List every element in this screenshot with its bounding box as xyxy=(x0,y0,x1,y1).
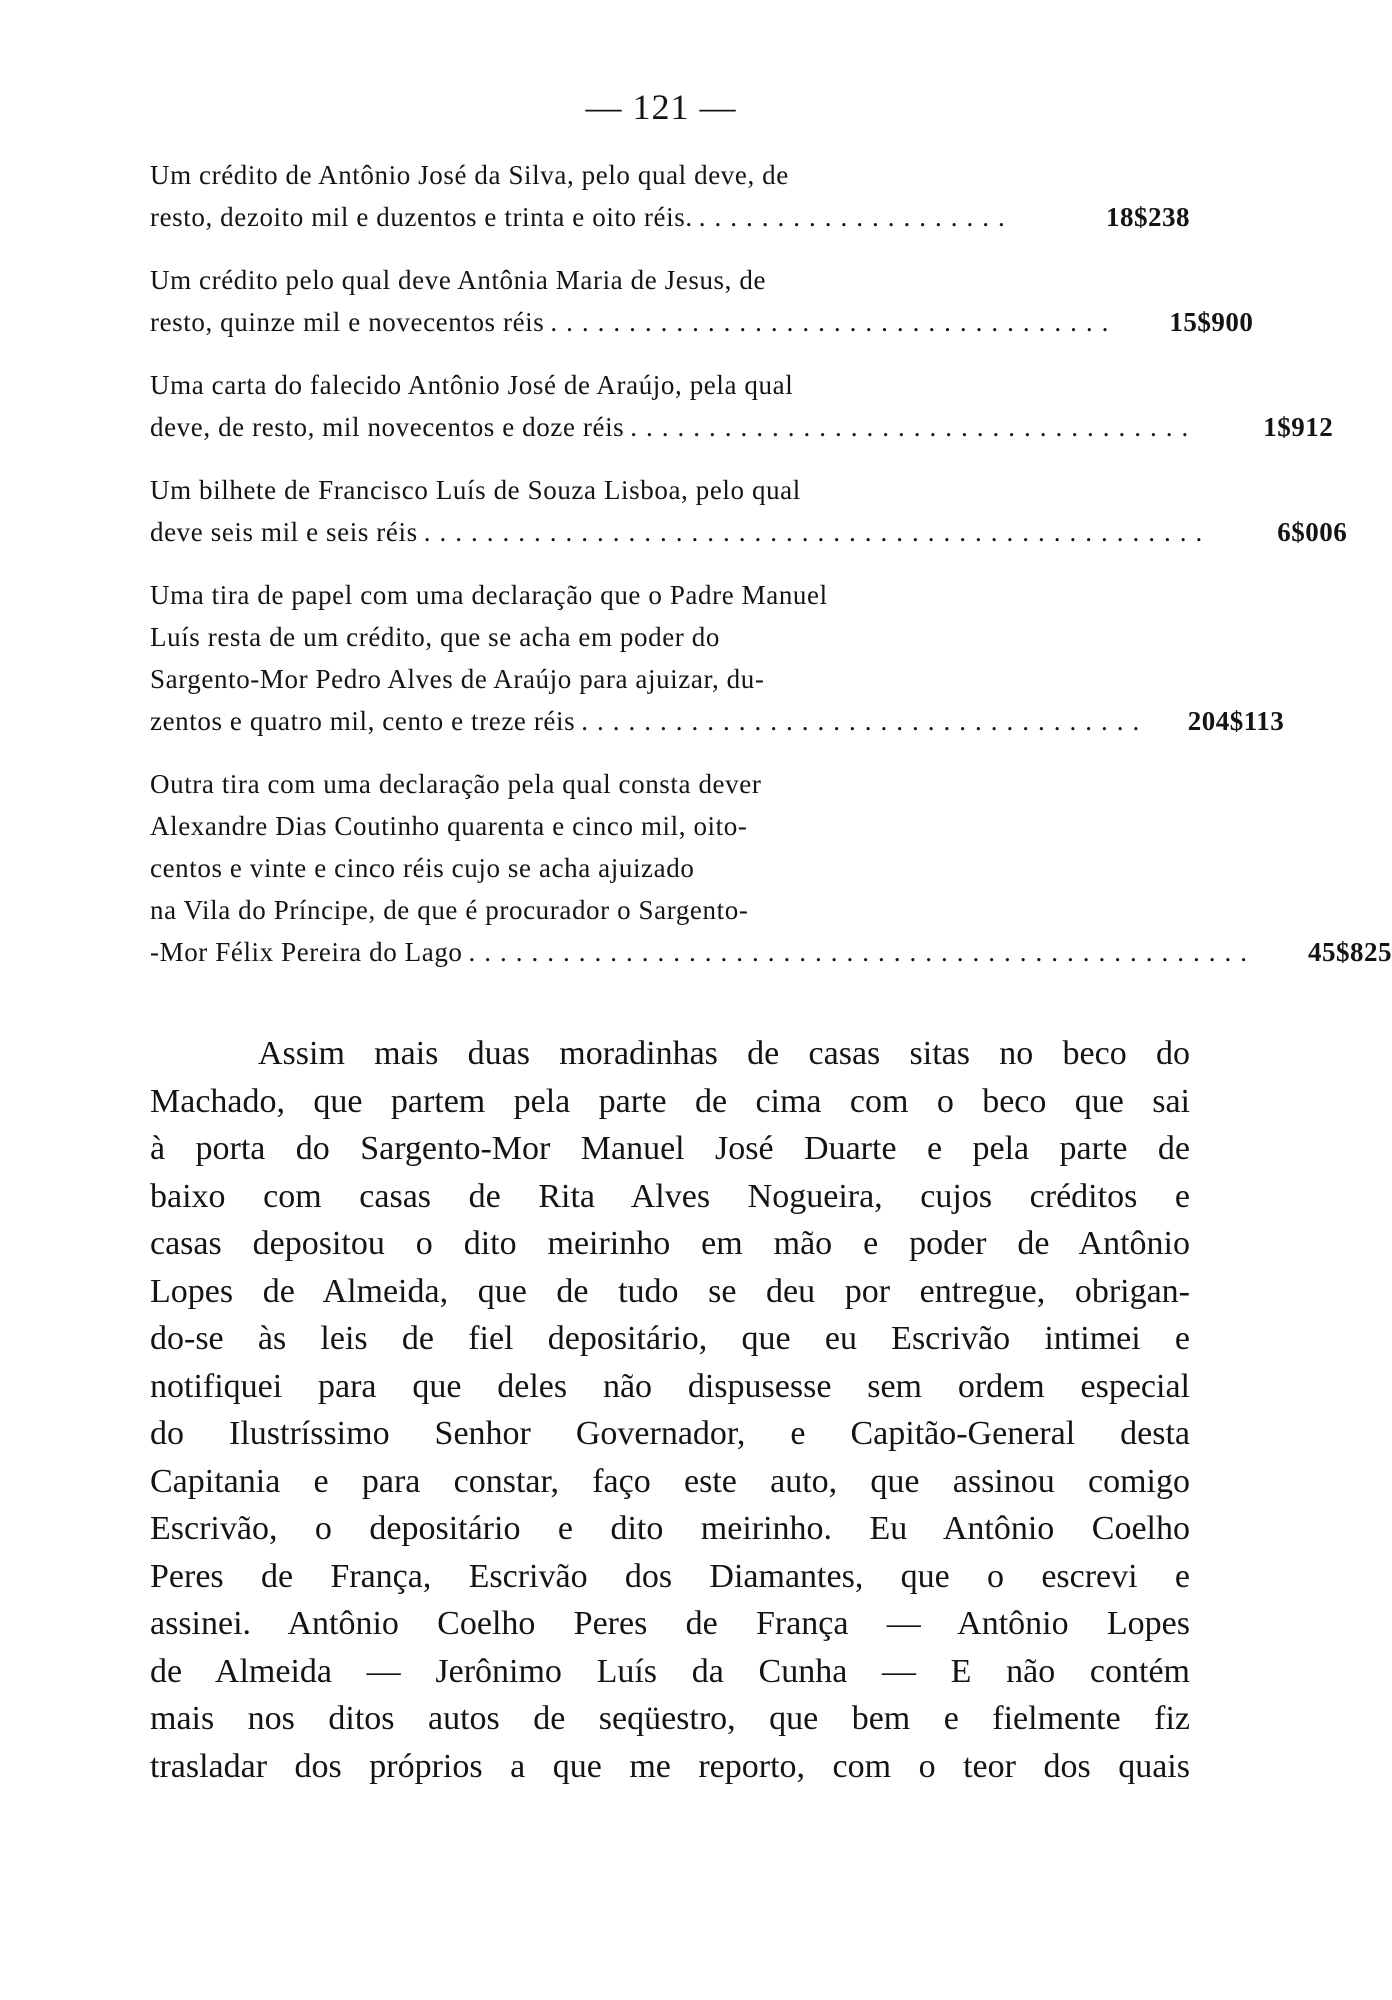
paragraph-line: Lopes de Almeida, que de tudo se deu por entregue, obrigan- xyxy=(150,1272,1190,1310)
entry-text-line: Um bilhete de Francisco Luís de Souza Lisboa, pelo qual xyxy=(150,475,801,505)
paragraph-line: Peres de França, Escrivão dos Diamantes, que o escrevi e xyxy=(150,1557,1190,1595)
entry-text-line: resto, dezoito mil e duzentos e trinta e oito réis. xyxy=(150,202,693,232)
entry-text-line: -Mor Félix Pereira do Lago xyxy=(150,937,463,967)
entry-last-line xyxy=(150,931,1392,973)
entry-text-line: Outra tira com uma declaração pela qual consta dever xyxy=(150,769,762,799)
entry-text-line: resto, quinze mil e novecentos réis xyxy=(150,307,545,337)
entry-text-line: Alexandre Dias Coutinho quarenta e cinco mil, oito- xyxy=(150,811,748,841)
entry-text-line: na Vila do Príncipe, de que é procurador o Sargento- xyxy=(150,895,749,925)
page-number: — 121 — xyxy=(585,87,737,127)
entry-text-line: Um crédito de Antônio José da Silva, pelo qual deve, de xyxy=(150,160,789,190)
entry-text-line: Luís resta de um crédito, que se acha em poder do xyxy=(150,622,720,652)
entry-last-line xyxy=(150,511,1348,553)
paragraph-line: casas depositou o dito meirinho em mão e poder de Antônio xyxy=(150,1225,1190,1262)
entry-text-line: Uma carta do falecido Antônio José de Araújo, pela qual xyxy=(150,370,794,400)
entry-text-line: centos e vinte e cinco réis cujo se acha ajuizado xyxy=(150,853,695,883)
entry-amount: 15$900 xyxy=(1169,307,1254,337)
inventory-entry xyxy=(150,574,1285,742)
paragraph-line: mais nos ditos autos de seqüestro, que bem e fielmente fiz xyxy=(150,1700,1190,1737)
paragraph-line: Machado, que partem pela parte de cima com o beco que sai xyxy=(150,1082,1190,1120)
paragraph-line: Escrivão, o depositário e dito meirinho. Eu Antônio Coelho xyxy=(150,1510,1190,1547)
dot-leader: .................................................. xyxy=(468,937,1257,967)
paragraph-line: Capitania e para constar, faço este auto, que assinou comigo xyxy=(150,1462,1190,1500)
entry-amount: 1$912 xyxy=(1263,412,1334,442)
paragraph-line: do-se às leis de fiel depositário, que eu Escrivão intimei e xyxy=(150,1320,1190,1357)
paragraph-line: notifiquei para que deles não dispusesse sem ordem especial xyxy=(150,1367,1190,1405)
dot-leader: .................................................. xyxy=(423,517,1212,547)
inventory-entry xyxy=(150,364,1334,448)
inventory-list xyxy=(150,154,1392,994)
paragraph-line: assinei. Antônio Coelho Peres de França — Antônio Lopes xyxy=(150,1605,1190,1642)
dot-leader: .................................... xyxy=(581,706,1149,736)
paragraph-line: do Ilustríssimo Senhor Governador, e Capitão-General desta xyxy=(150,1415,1190,1452)
body-paragraph xyxy=(150,1030,1190,1790)
dot-leader: .................... xyxy=(698,202,1014,232)
paragraph-line: Assim mais duas moradinhas de casas sitas no beco do xyxy=(258,1035,1190,1072)
entry-text-line: deve seis mil e seis réis xyxy=(150,517,418,547)
dot-leader: .................................... xyxy=(630,412,1198,442)
entry-amount: 6$006 xyxy=(1277,517,1348,547)
entry-text-line: deve, de resto, mil novecentos e doze réis xyxy=(150,412,625,442)
entry-text-line: Sargento-Mor Pedro Alves de Araújo para ajuizar, du- xyxy=(150,664,765,694)
entry-last-line xyxy=(150,301,1254,343)
paragraph-line: à porta do Sargento-Mor Manuel José Duarte e pela parte de xyxy=(150,1130,1190,1167)
entry-last-line xyxy=(150,700,1285,742)
entry-text-line: zentos e quatro mil, cento e treze réis xyxy=(150,706,576,736)
dot-leader: .................................... xyxy=(550,307,1118,337)
inventory-entry xyxy=(150,154,1190,238)
inventory-entry xyxy=(150,259,1254,343)
entry-amount: 45$825 xyxy=(1308,937,1392,967)
entry-amount: 18$238 xyxy=(1106,202,1190,232)
entry-last-line xyxy=(150,406,1334,448)
entry-amount: 204$113 xyxy=(1187,706,1285,736)
paragraph-line: trasladar dos próprios a que me reporto, com o teor dos quais xyxy=(150,1747,1190,1785)
paragraph-line: baixo com casas de Rita Alves Nogueira, cujos créditos e xyxy=(150,1177,1190,1215)
entry-text-line: Uma tira de papel com uma declaração que o Padre Manuel xyxy=(150,580,828,610)
paragraph-line: de Almeida — Jerônimo Luís da Cunha — E não contém xyxy=(150,1652,1190,1690)
entry-text-line: Um crédito pelo qual deve Antônia Maria de Jesus, de xyxy=(150,265,767,295)
entry-last-line xyxy=(150,196,1190,238)
inventory-entry xyxy=(150,763,1392,973)
inventory-entry xyxy=(150,469,1348,553)
